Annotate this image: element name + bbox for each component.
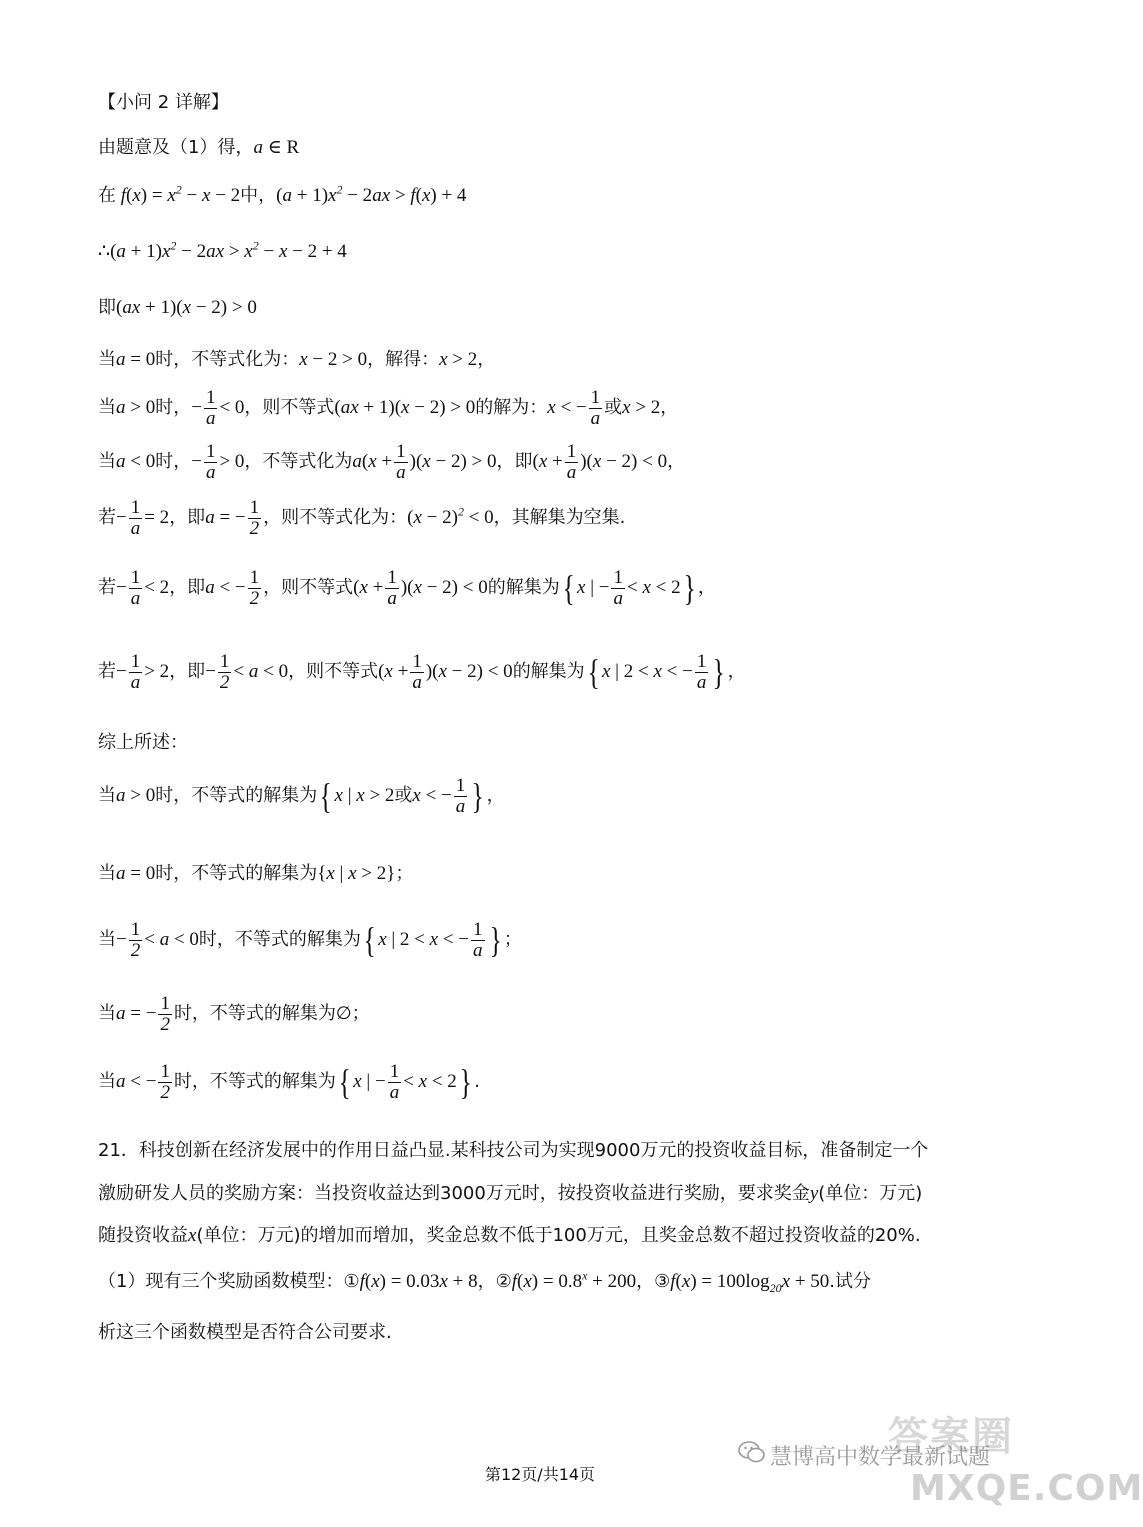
question-21-line2: 激励研发人员的奖励方案：当投资收益达到3000万元时，按投资收益进行奖励，要求奖金y(单位：万元)	[98, 1183, 923, 1204]
case-a-negative: 当a < 0时，− $\frac{1}{a}$ > 0，不等式化为a(x + $\frac{1}{a}$ )(x − 2) > 0，即(x + $\frac{1}{a}$ )(x − 2) < 0，	[98, 441, 686, 483]
question-21-line3: 随投资收益x(单位：万元)的增加而增加，奖金总数不低于100万元，且奖金总数不超过投资收益的20%.	[98, 1225, 921, 1246]
subcase-greater: 若− $\frac{1}{a}$ > 2，即− $\frac{1}{2}$ < a < 0，则不等式(x + $\frac{1}{a}$ )(x − 2) < 0的解集为{ x | 2 < x < − $\frac{1}{a}$ } ，	[98, 651, 746, 693]
question-21-line1: 21．科技创新在经济发展中的作用日益凸显.某科技公司为实现9000万元的投资收益目标，准备制定一个	[98, 1140, 929, 1161]
subcase-equal: 若− $\frac{1}{a}$ = 2，即a = − $\frac{1}{2}$ ，则不等式化为：$(x - 2)^2 < 0$，其解集为空集.	[98, 497, 626, 539]
line-therefore: ∴(a + $1)x^2 - 2ax > x^2 - x - 2 + 4$	[98, 238, 347, 262]
summary-a-half: 当a = − $\frac{1}{2}$ 时，不等式的解集为∅；	[98, 993, 370, 1035]
subcase-less: 若− $\frac{1}{a}$ < 2，即a < − $\frac{1}{2}$ ，则不等式(x + $\frac{1}{a}$ )(x − 2) < 0的解集为{ x | − $\frac{1}{a}$ < x < 2} ，	[98, 567, 716, 609]
summary-a-mid: 当− $\frac{1}{2}$ < a < 0时，不等式的解集为{ x | 2 < x < − $\frac{1}{a}$ } ；	[98, 919, 522, 961]
question-21-line5: 析这三个函数模型是否符合公司要求.	[98, 1322, 392, 1343]
solution-heading: 【小问 2 详解】	[98, 92, 229, 113]
summary-a-positive: 当a > 0时，不等式的解集为{ x | x > 2或x < − $\frac{1}{a}$ } ，	[98, 775, 505, 817]
page-footer: 第12页/共14页	[484, 1465, 596, 1484]
line-given: 由题意及（1）得，a ∈ R	[98, 137, 300, 158]
case-a-zero: 当a = 0时，不等式化为：x − 2 > 0，解得：x > 2，	[98, 349, 496, 370]
line-function: 在 $f(x) = x^2 - x - 2$中，$(a + 1)x^2 - 2ax > f(x) + 4$	[98, 182, 467, 206]
summary-a-lt-half: 当a < − $\frac{1}{2}$ 时，不等式的解集为{ x | − $\frac{1}{a}$ < x < 2} .	[98, 1061, 480, 1103]
question-21-line4: （1）现有三个奖励函数模型：①f(x) = 0.03x + 8，②f(x) = $0.8^x + 200$，③f(x) = $100\log_{20}x + 50$.试分	[98, 1268, 872, 1295]
case-a-positive: 当a > 0时，− $\frac{1}{a}$ < 0，则不等式(ax + 1)(x − 2) > 0的解为：x < − $\frac{1}{a}$ 或x > 2，	[98, 387, 679, 429]
watermark-site: MXQE.COM	[910, 1468, 1143, 1509]
summary-heading: 综上所述：	[98, 732, 188, 753]
watermark-account: 慧博高中数学最新试题	[770, 1445, 991, 1470]
watermark-logo: 答案圈	[888, 1414, 1014, 1460]
summary-a-zero: 当a = 0时，不等式的解集为{x | x > 2}；	[98, 863, 414, 884]
line-factored: 即(ax + 1)(x − 2) > 0	[98, 297, 257, 318]
